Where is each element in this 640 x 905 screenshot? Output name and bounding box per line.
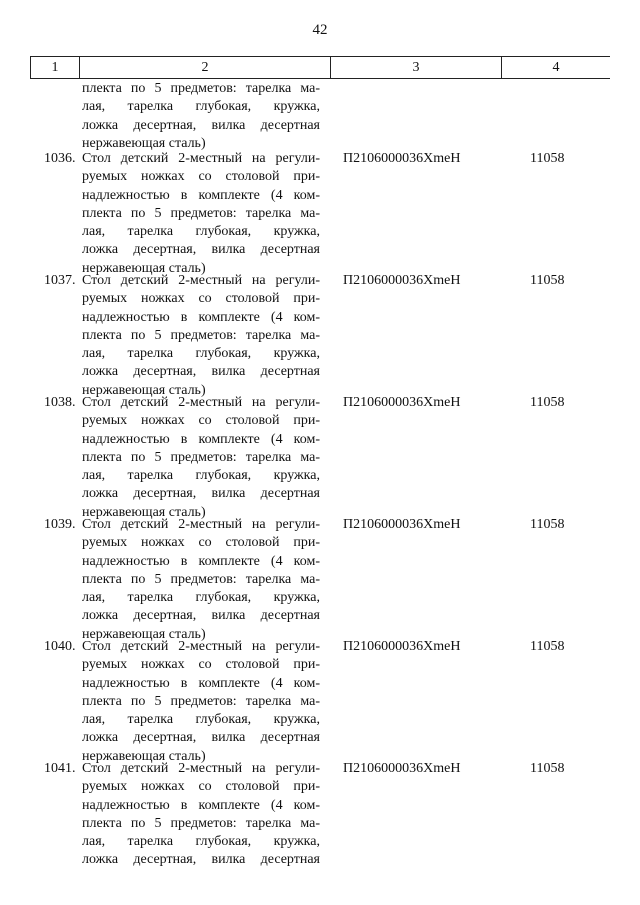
description-line: нержавеющая сталь) [82,504,206,520]
row-description [82,516,320,644]
description-line: Стол детский 2-местный на регули- [82,517,320,532]
description-line: плекта по 5 предметов: тарелка ма- [82,449,320,465]
row-description [82,394,320,522]
description-line: ложка десертная, вилка десертная [82,364,320,380]
column-header-3: 3 [331,57,502,78]
description-line: плекта по 5 предметов: тарелка ма- [82,327,320,343]
row-number: 1036. [44,151,76,166]
row-description [82,150,320,278]
description-line: ложка десертная, вилка десертная [82,486,320,502]
continuation-line: плекта по 5 предметов: тарелка ма- [82,81,320,96]
description-line: надлежностью в комплекте (4 ком- [82,553,320,569]
description-line: руемых ножках со столовой при- [82,413,320,429]
description-line: лая, тарелка глубокая, кружка, [82,712,320,728]
page-number: 42 [312,22,328,38]
description-line: Стол детский 2-местный на регули- [82,761,320,776]
row-code: П2106000036ХmeH [343,517,461,532]
description-line: ложка десертная, вилка десертная [82,242,320,258]
description-line: руемых ножках со столовой при- [82,291,320,307]
row-description [82,272,320,400]
row-number: 1040. [44,639,76,654]
description-line: нержавеющая сталь) [82,260,206,276]
table-header [30,56,610,79]
description-line: надлежностью в комплекте (4 ком- [82,309,320,325]
column-header-4: 4 [552,59,560,75]
description-line: лая, тарелка глубокая, кружка, [82,224,320,240]
row-code: П2106000036ХmeH [343,151,461,166]
row-quantity: 11058 [530,517,565,532]
description-line: ложка десертная, вилка десертная [82,730,320,746]
description-line: лая, тарелка глубокая, кружка, [82,834,320,850]
description-line: Стол детский 2-местный на регули- [82,639,320,654]
description-line: плекта по 5 предметов: тарелка ма- [82,571,320,587]
description-line: нержавеющая сталь) [82,382,206,398]
row-quantity: 11058 [530,761,565,776]
row-description [82,638,320,766]
description-line: Стол детский 2-местный на регули- [82,395,320,410]
description-line: плекта по 5 предметов: тарелка ма- [82,693,320,709]
description-line: руемых ножках со столовой при- [82,169,320,185]
description-line: ложка десертная, вилка десертная [82,852,320,868]
row-code: П2106000036ХmeH [343,273,461,288]
row-code: П2106000036ХmeH [343,761,461,776]
row-number: 1038. [44,395,76,410]
row-number: 1039. [44,517,76,532]
description-line: руемых ножках со столовой при- [82,535,320,551]
description-line: руемых ножках со столовой при- [82,779,320,795]
row-quantity: 11058 [530,395,565,410]
description-line: надлежностью в комплекте (4 ком- [82,187,320,203]
continuation-line: ложка десертная, вилка десертная [82,117,320,133]
description-line: руемых ножках со столовой при- [82,657,320,673]
continuation-text [82,80,320,153]
description-line: надлежностью в комплекте (4 ком- [82,431,320,447]
row-code: П2106000036ХmeH [343,639,461,654]
row-number: 1041. [44,761,76,776]
continuation-line: лая, тарелка глубокая, кружка, [82,99,320,115]
description-line: плекта по 5 предметов: тарелка ма- [82,815,320,831]
row-quantity: 11058 [530,151,565,166]
description-line: нержавеющая сталь) [82,626,206,642]
description-line: надлежностью в комплекте (4 ком- [82,675,320,691]
row-quantity: 11058 [530,273,565,288]
row-code: П2106000036ХmeH [343,395,461,410]
description-line: Стол детский 2-местный на регули- [82,151,320,166]
description-line: лая, тарелка глубокая, кружка, [82,590,320,606]
row-quantity: 11058 [530,639,565,654]
column-header-1: 1 [30,57,80,78]
description-line: плекта по 5 предметов: тарелка ма- [82,205,320,221]
description-line: нержавеющая сталь) [82,748,206,764]
column-header-2: 2 [80,57,331,78]
row-number: 1037. [44,273,76,288]
continuation-line: нержавеющая сталь) [82,135,206,151]
description-line: надлежностью в комплекте (4 ком- [82,797,320,813]
description-line: лая, тарелка глубокая, кружка, [82,346,320,362]
description-line: Стол детский 2-местный на регули- [82,273,320,288]
row-description [82,760,320,870]
description-line: ложка десертная, вилка десертная [82,608,320,624]
description-line: лая, тарелка глубокая, кружка, [82,468,320,484]
